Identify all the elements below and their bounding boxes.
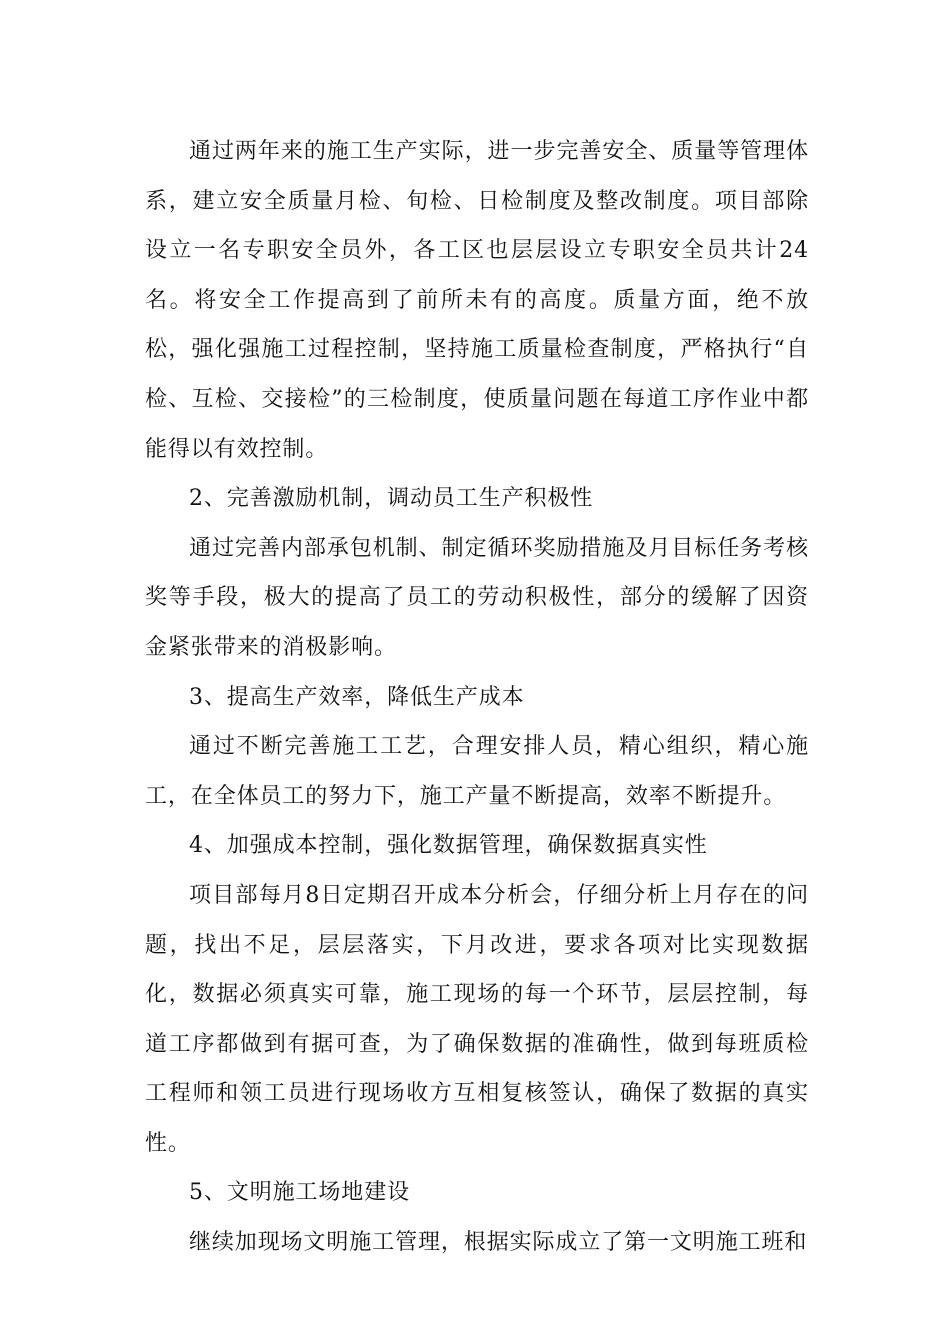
heading-production-efficiency: 3、提高生产效率，降低生产成本 [189,684,525,710]
paragraph-civilized-construction: 继续加现场文明施工管理，根据实际成立了第一文明施工班和 [189,1230,808,1256]
heading-cost-control: 4、加强成本控制，强化数据管理，确保数据真实性 [189,833,708,859]
paragraph-cost-control: 项目部每月8日定期召开成本分析会，仔细分析上月存在的问题，找出不足，层层落实，下月改进，要求各项对比实现数据化，数据必须真实可靠，施工现场的每一个环节，层层控制，每道工序都做到有据可查，为了确保数据的准确性，做到每班质检工程师和领工员进行现场收方互相复核签认，确保了数据的真实性。 [145,882,809,1156]
heading-incentive-mechanism: 2、完善激励机制，调动员工生产积极性 [189,486,594,512]
paragraph-safety-quality: 通过两年来的施工生产实际，进一步完善安全、质量等管理体系，建立安全质量月检、旬检、日检制度及整改制度。项目部除设立一名专职安全员外，各工区也层层设立专职安全员共计24名。将安全工作提高到了前所未有的高度。质量方面，绝不放松，强化强施工过程控制，坚持施工质量检查制度，严格执行“自检、互检、交接检”的三检制度，使质量问题在每道工序作业中都能得以有效控制。 [145,139,809,462]
document-body [145,127,809,1268]
paragraph-production-efficiency: 通过不断完善施工工艺，合理安排人员，精心组织，精心施工，在全体员工的努力下，施工产量不断提高，效率不断提升。 [145,734,809,809]
heading-civilized-construction: 5、文明施工场地建设 [189,1180,410,1206]
paragraph-incentive-mechanism: 通过完善内部承包机制、制定循环奖励措施及月目标任务考核奖等手段，极大的提高了员工的劳动积极性，部分的缓解了因资金紧张带来的消极影响。 [145,535,809,660]
